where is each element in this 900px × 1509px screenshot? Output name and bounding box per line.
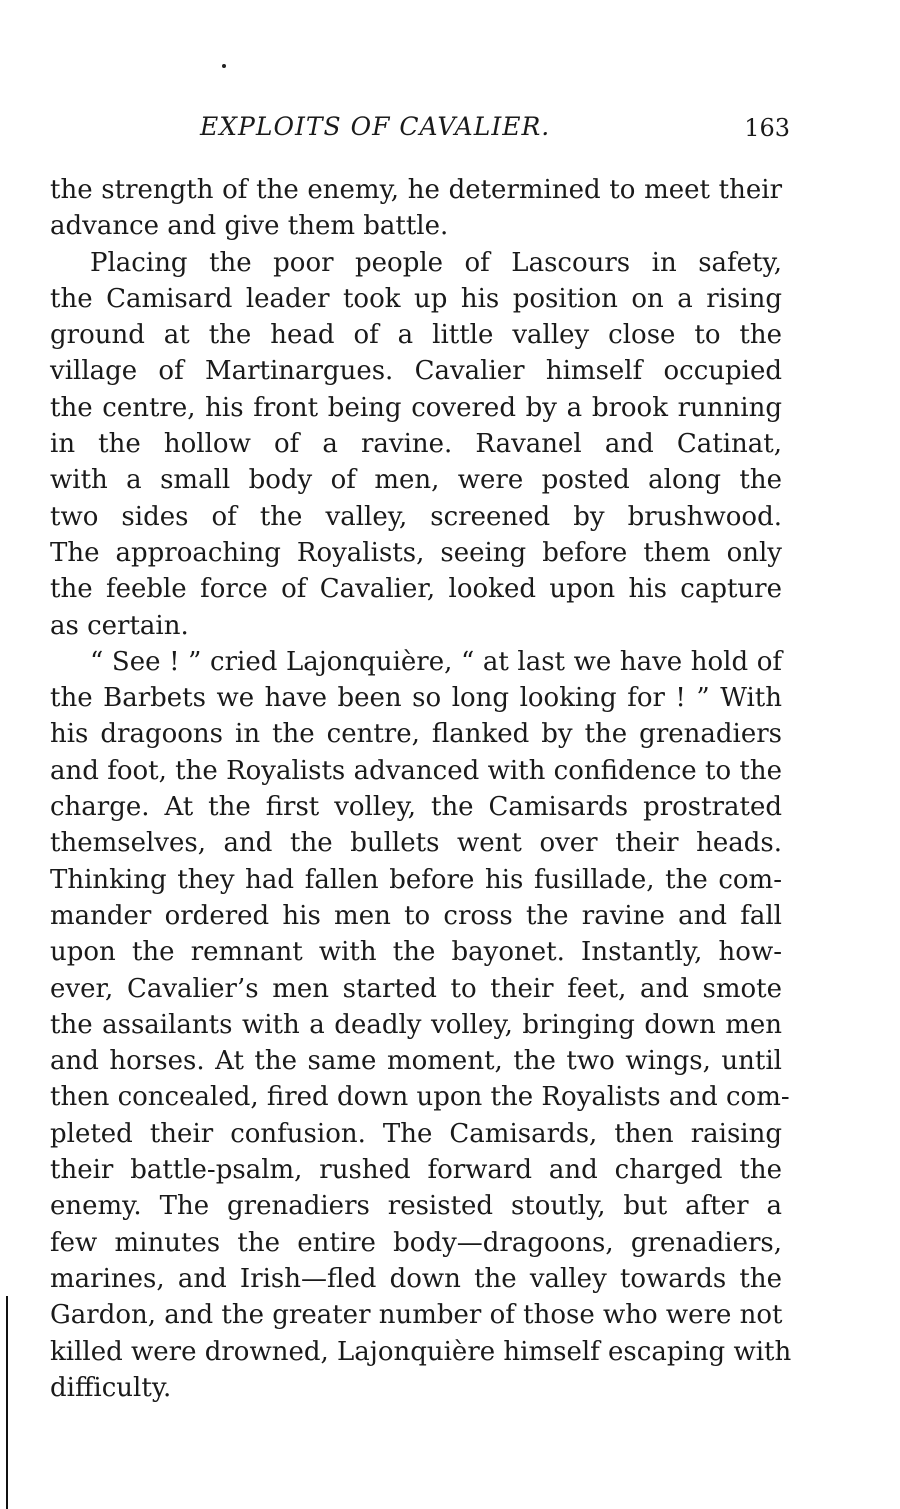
text-line: the assailants with a deadly volley, bringing down men (50, 1009, 782, 1040)
text-line: “ See ! ” cried Lajonquière, “ at last we have hold of (90, 646, 782, 677)
text-line: advance and give them battle. (50, 211, 449, 242)
text-line: the strength of the enemy, he determined to meet their (50, 175, 782, 205)
text-line: themselves, and the bullets went over their heads. (50, 828, 782, 859)
text-line: mander ordered his men to cross the ravine and fall (50, 900, 782, 931)
text-line: the feeble force of Cavalier, looked upon his capture (50, 574, 782, 605)
text-line: enemy. The grenadiers resisted stoutly, but after a (50, 1191, 782, 1222)
text-line: their battle-psalm, rushed forward and charged the (50, 1155, 782, 1186)
page-number: 163 (744, 114, 790, 142)
text-line: ground at the head of a little valley close to the (50, 320, 782, 351)
text-line: difficulty. (50, 1372, 172, 1403)
text-line: marines, and Irish—fled down the valley towards the (50, 1263, 782, 1294)
text-line: Thinking they had fallen before his fusillade, the com- (50, 864, 782, 895)
text-line: Gardon, and the greater number of those who were not (50, 1300, 783, 1331)
text-line: the Camisard leader took up his position on a rising (50, 283, 782, 314)
text-line: ever, Cavalier’s men started to their feet, and smote (50, 973, 782, 1004)
text-line: and foot, the Royalists advanced with confidence to the (50, 755, 782, 786)
text-line: as certain. (50, 610, 189, 641)
gutter-rule (6, 1296, 8, 1509)
text-line: Placing the poor people of Lascours in safety, (90, 247, 782, 278)
text-line: in the hollow of a ravine. Ravanel and Catinat, (50, 429, 782, 460)
text-line: pleted their confusion. The Camisards, then raising (50, 1118, 782, 1149)
text-line: village of Martinargues. Cavalier himself occupied (50, 356, 782, 387)
text-line: then concealed, fired down upon the Royalists and com- (50, 1082, 790, 1113)
text-line: upon the remnant with the bayonet. Instantly, how- (50, 937, 782, 968)
running-head (50, 112, 790, 152)
running-title: EXPLOITS OF CAVALIER. (200, 112, 551, 141)
text-line: two sides of the valley, screened by brushwood. (50, 501, 782, 532)
text-line: and horses. At the same moment, the two wings, until (50, 1046, 782, 1077)
body-text (50, 172, 792, 1406)
text-line: the centre, his front being covered by a brook running (50, 392, 782, 423)
ink-speck (222, 64, 226, 68)
text-line: with a small body of men, were posted along the (50, 465, 782, 496)
text-line: The approaching Royalists, seeing before them only (50, 537, 782, 568)
text-line: killed were drowned, Lajonquière himself escaping with (50, 1336, 792, 1367)
text-line: his dragoons in the centre, flanked by the grenadiers (50, 719, 782, 750)
text-line: few minutes the entire body—dragoons, grenadiers, (50, 1227, 782, 1258)
text-line: charge. At the first volley, the Camisards prostrated (50, 792, 782, 823)
text-line: the Barbets we have been so long looking for ! ” With (50, 683, 782, 714)
